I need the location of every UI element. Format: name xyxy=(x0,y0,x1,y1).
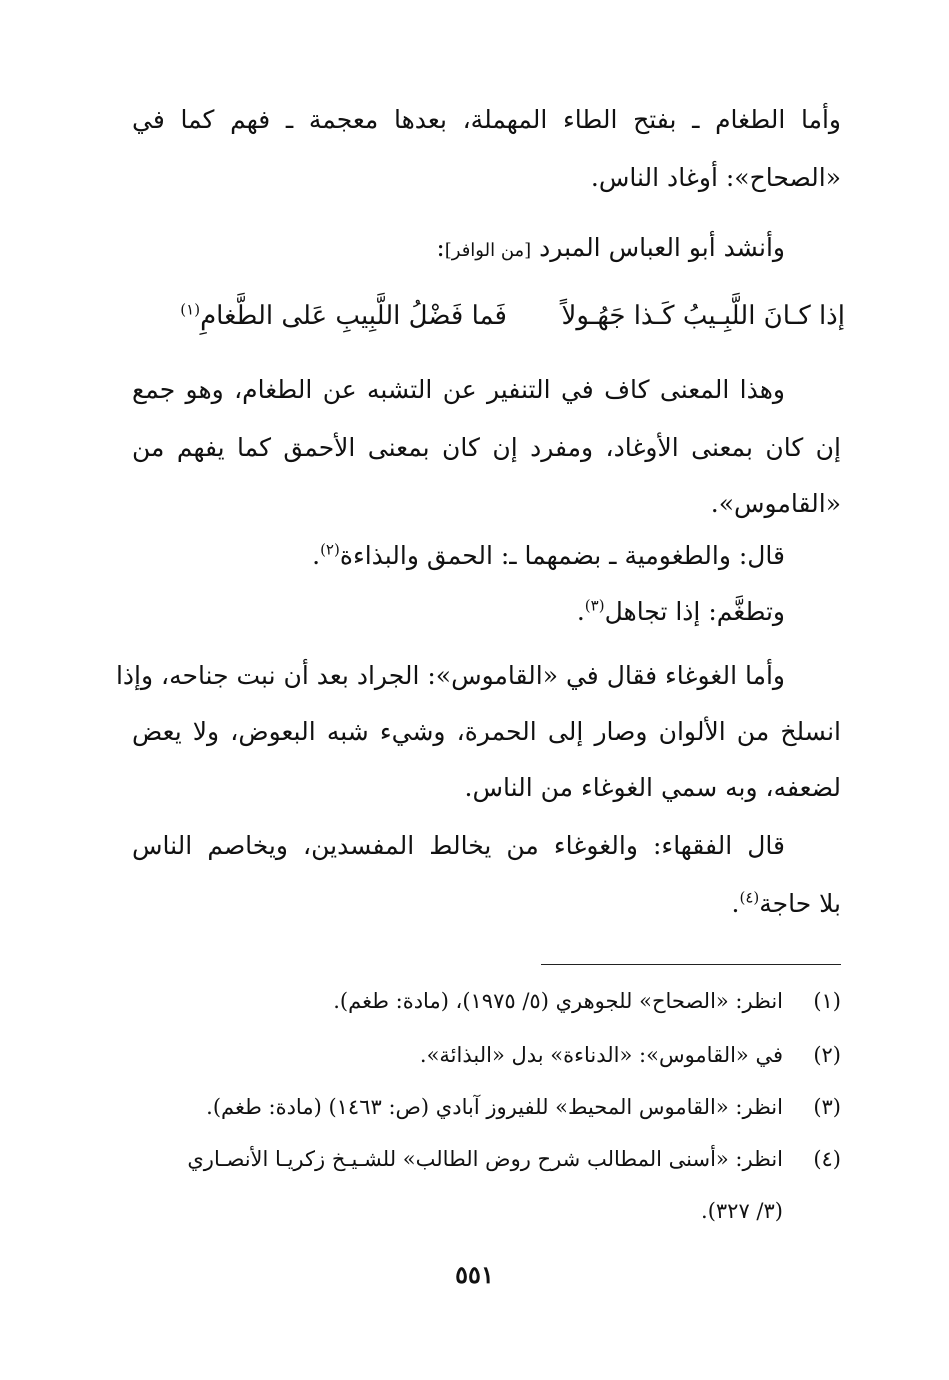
paragraph-1-line-2: «الصحاح»: أوغاد الناس. xyxy=(590,163,841,192)
paragraph-3-line-1: وهذا المعنى كاف في التنفير عن التشبه عن الطغام، وهو جمع xyxy=(132,375,785,404)
meter-label: [من الوافر] xyxy=(444,240,532,261)
paragraph-5 xyxy=(132,592,785,632)
paragraph-3-line-3: «القاموس». xyxy=(710,489,841,518)
footnote-ref-1: (١) xyxy=(180,300,201,319)
paragraph-4 xyxy=(132,536,785,576)
verse-hemistich-2 xyxy=(180,296,507,336)
paragraph-7-line-1: قال الفقهاء: والغوغاء من يخالط المفسدين، ويخاصم الناس xyxy=(132,831,785,860)
footnote-separator xyxy=(541,964,841,965)
footnote-ref-2: (٢) xyxy=(320,540,340,559)
footnote-3 xyxy=(132,1090,841,1124)
verse-intro xyxy=(132,228,785,271)
paragraph-7-line-2 xyxy=(132,884,841,924)
paragraph-7-end: . xyxy=(731,889,740,918)
verse-intro-text: وأنشد أبو العباس المبرد xyxy=(539,233,785,262)
paragraph-6-line-3: لضعفه، وبه سمي الغوغاء من الناس. xyxy=(464,773,841,802)
footnote-4-number: (٤) xyxy=(813,1147,841,1171)
footnote-3-number: (٣) xyxy=(813,1095,841,1119)
footnote-2-text: في «القاموس»: «الدناءة» بدل «البذائة». xyxy=(419,1043,783,1067)
paragraph-4-text: قال: والطغومية ـ بضمهما ـ: الحمق والبذاءة xyxy=(339,541,785,570)
footnote-1-text: انظر: «الصحاح» للجوهري (٥/ ١٩٧٥)، (مادة: طغم). xyxy=(333,989,783,1013)
paragraph-5-end: . xyxy=(576,597,585,626)
footnote-ref-4: (٤) xyxy=(739,888,760,907)
footnote-ref-3: (٣) xyxy=(584,596,605,615)
paragraph-3-line-2: إن كان بمعنى الأوغاد، ومفرد إن كان بمعنى الأحمق كما يفهم من xyxy=(132,433,841,462)
paragraph-6-line-2: انسلخ من الألوان وصار إلى الحمرة، وشيء شبه البعوض، ولا يعض xyxy=(132,717,841,746)
footnote-4-text: انظر: «أسنى المطالب شرح روض الطالب» للشـيـخ زكريـا الأنصـاري xyxy=(187,1147,783,1171)
footnote-4-continuation: (٣/ ٣٢٧). xyxy=(701,1199,783,1223)
paragraph-6-line-1: وأما الغوغاء فقال في «القاموس»: الجراد بعد أن نبت جناحه، وإذا xyxy=(115,661,785,690)
paragraph-7-text: بلا حاجة xyxy=(759,889,841,918)
paragraph-1-line-1: وأما الطغام ـ بفتح الطاء المهملة، بعدها معجمة ـ فهم كما في xyxy=(132,105,841,134)
verse-hemistich-1: إذا كـانَ اللَّبِـيبُ كَـذا جَهُـولاً xyxy=(561,301,845,331)
footnote-2-number: (٢) xyxy=(813,1043,841,1067)
paragraph-5-text: وتطغَّم: إذا تجاهل xyxy=(604,597,785,626)
verse-intro-colon: : xyxy=(436,233,445,262)
page-number: ٥٥١ xyxy=(455,1260,494,1289)
footnote-4 xyxy=(132,1142,841,1176)
verse-hemistich-2-text: فَما فَضْلُ اللَّبِيبِ عَلى الطَّغامِ xyxy=(200,301,507,331)
footnote-3-text: انظر: «القاموس المحيط» للفيروز آبادي (ص: ١٤٦٣) (مادة: طغم). xyxy=(206,1095,783,1119)
footnote-1-number: (١) xyxy=(813,989,841,1013)
footnote-1 xyxy=(132,984,841,1018)
footnote-2 xyxy=(132,1038,841,1072)
paragraph-4-end: . xyxy=(312,541,321,570)
